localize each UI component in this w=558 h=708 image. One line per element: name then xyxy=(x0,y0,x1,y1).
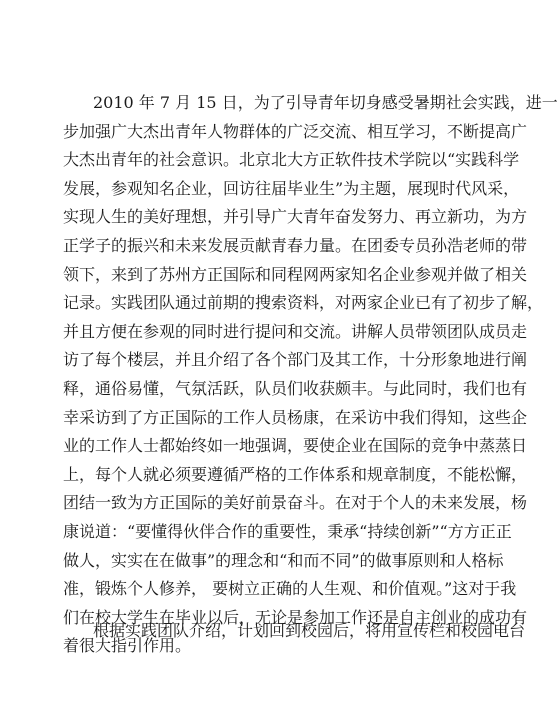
text-line: 释，通俗易懂，气氛活跃，队员们收获颇丰。与此同时，我们也有 xyxy=(63,378,528,398)
text-line: 康说道：“要懂得伙伴合作的重要性，秉承“持续创新”“方方正正 xyxy=(63,521,512,541)
text-line: 正学子的振兴和未来发展贡献青春力量。在团委专员孙浩老师的带 xyxy=(63,235,528,255)
text-line: 们在校大学生在毕业以后，无论是参加工作还是自主创业的成功有 xyxy=(63,607,528,627)
text-line: 上，每个人就必须要遵循严格的工作体系和规章制度，不能松懈， xyxy=(63,464,528,484)
paragraph-campus-plan xyxy=(63,617,526,646)
text-line: 步加强广大杰出青年人物群体的广泛交流、相互学习，不断提高广 xyxy=(63,121,528,141)
text-line: 准，锻炼个人修养， 要树立正确的人生观、和价值观。”这对于我 xyxy=(63,579,517,599)
text-line: 实现人生的美好理想，并引导广大青年奋发努力、再立新功，为方 xyxy=(63,207,528,227)
text-line: 幸采访到了方正国际的工作人员杨康，在采访中我们得知，这些企 xyxy=(63,407,528,427)
text-line: 访了每个楼层，并且介绍了各个部门及其工作，十分形象地进行阐 xyxy=(63,350,528,370)
text-line: 领下，来到了苏州方正国际和同程网两家知名企业参观并做了相关 xyxy=(63,264,528,284)
text-line: 并且方便在参观的同时进行提问和交流。讲解人员带领团队成员走 xyxy=(63,321,528,341)
text-line: 做人，实实在在做事”的理念和“和而不同”的做事原则和人格标 xyxy=(63,550,504,570)
text-line: 记录。实践团队通过前期的搜索资料，对两家企业已有了初步了解， xyxy=(63,293,544,313)
text-line: 大杰出青年的社会意识。北京北大方正软件技术学院以“实践科学 xyxy=(63,150,520,170)
text-line: 业的工作人士都始终如一地强调，要使企业在国际的竞争中蒸蒸日 xyxy=(63,436,528,456)
text-line: 团结一致为方正国际的美好前景奋斗。在对于个人的未来发展，杨 xyxy=(63,493,528,513)
text-line: 发展，参观知名企业，回访往届毕业生”为主题，展现时代风采， xyxy=(63,178,520,198)
paragraph-practice-report xyxy=(63,89,558,661)
text-line: 2010 年 7 月 15 日，为了引导青年切身感受暑期社会实践，进一 xyxy=(93,93,558,112)
text-line: 着很大指引作用。 xyxy=(63,636,192,656)
text-line: 根据实践团队介绍，计划回到校园后，将用宣传栏和校园电台 xyxy=(93,621,526,640)
